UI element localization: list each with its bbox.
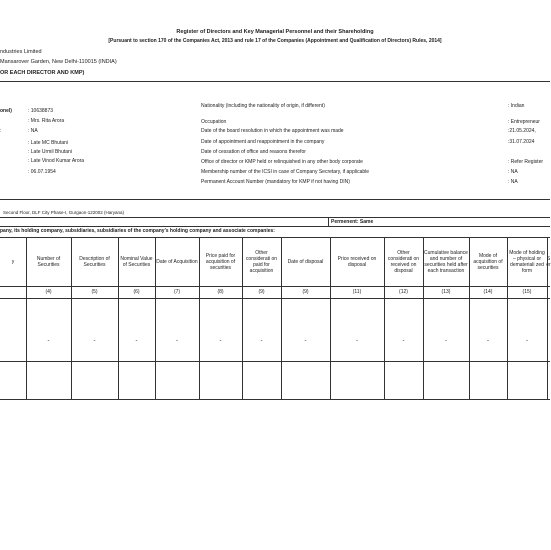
table-line-row-2-bottom: [0, 399, 550, 400]
table-line-number-bottom: [0, 298, 550, 299]
other-office-label: Office of director or KMP held or relinquished in any other body corporate: [201, 159, 363, 165]
occupation-label: Occupation: [201, 119, 227, 125]
table-header-label: Date of Acquisition: [156, 258, 198, 265]
table-header-label: Cumulative balance and number of securities held after each transaction: [424, 249, 468, 274]
cessation-label: Date of cessation of office and reasons therefor: [201, 149, 306, 155]
table-header-cell: [156, 237, 198, 286]
table-header-cell: [282, 237, 329, 286]
table-header-label: Number of Securities: [36, 255, 61, 268]
table-column-number: (15): [522, 289, 532, 295]
table-cell: -: [93, 338, 96, 344]
present-address: Second Floor, DLF City Phase-I, Gurgaon-122002 (Haryana): [3, 210, 125, 215]
section-divider: [0, 81, 550, 82]
table-cell: -: [402, 338, 405, 344]
icsi-value: : NA: [508, 169, 518, 175]
table-header-label: Other considerati on paid for acquisition: [245, 249, 278, 274]
table-header-cell: [119, 237, 154, 286]
table-column-number: (9): [258, 289, 265, 295]
table-cell: -: [445, 338, 447, 344]
table-header-cell: [508, 237, 546, 286]
table-line-header-bottom: [0, 286, 550, 287]
nationality-value: : Indian: [508, 103, 525, 109]
spouse-father-value: : Late Vinod Kumar Arora: [28, 158, 85, 164]
register-subtitle: [Pursuant to section 170 of the Companies Act, 2013 and rule 17 of the Companies (Appointment and Qualification of Directors) Rules, 2014]: [108, 38, 442, 44]
table-column-number: (4): [45, 289, 52, 295]
table-column-number: (11): [352, 289, 362, 295]
register-title: Register of Directors and Key Managerial Personnel and their Shareholding: [176, 29, 374, 35]
table-header-label: y: [11, 258, 15, 265]
din-value: : 10638873: [28, 108, 54, 114]
table-column-number: (7): [173, 289, 181, 295]
table-cell: -: [219, 338, 222, 344]
table-header-cell: [385, 237, 422, 286]
left-label-colon: :: [0, 128, 2, 134]
table-header-label: Description of Securities: [79, 255, 110, 268]
father-name-value: : Late MC Bhutani: [28, 140, 69, 146]
table-column-number: (8): [217, 289, 224, 295]
table-header-cell: [548, 237, 549, 286]
left-label-1: onel): [0, 108, 12, 114]
table-header-cell: [27, 237, 70, 286]
address-separator: [328, 217, 329, 226]
table-column-number: (5): [91, 289, 98, 295]
board-resolution-value: :21.05.2024,: [508, 128, 536, 134]
table-header-label: Price paid for acquisition of securities: [205, 252, 236, 271]
table-column-number: (9): [302, 289, 309, 295]
table-cell: -: [135, 338, 138, 344]
pan-value: : NA: [508, 179, 518, 185]
other-office-value: : Refer Register: [508, 159, 544, 165]
table-header-label: Nominal Value of Securities: [120, 255, 153, 268]
details-divider: [0, 199, 550, 200]
permanent-address: Permenent: Same: [331, 219, 374, 225]
occupation-value: : Entrepreneur: [508, 119, 540, 125]
table-column-number: (6): [133, 289, 140, 295]
table-column-number: (13): [441, 289, 451, 295]
pan-label: Permanent Account Number (mandatory for KMP if not having DIN): [201, 179, 350, 185]
mother-name-value: : Late Urmil Bhutani: [28, 149, 72, 155]
table-cell: -: [47, 338, 50, 344]
table-cell: -: [176, 338, 178, 344]
address-line-top: [0, 217, 550, 218]
table-header-cell: [331, 237, 383, 286]
table-cell: -: [356, 338, 358, 344]
table-header-label: Mode of holding – physical or demateriali zed form: [509, 249, 545, 274]
appointment-date-label: Date of appointment and reappointment in the company: [201, 139, 325, 145]
address-line-bottom: [0, 226, 550, 227]
table-header-cell: [72, 237, 117, 286]
table-column-number: (12): [399, 289, 408, 295]
appointment-date-value: :31.07.2024: [508, 139, 535, 145]
table-cell: -: [304, 338, 307, 344]
company-address: Mansarover Garden, New Delhi-110015 (INDIA): [0, 59, 117, 65]
table-cell: -: [260, 338, 263, 344]
table-header-label: Date of disposal: [287, 258, 324, 265]
nationality-label: Nationality (including the nationality of origin, if different): [201, 103, 325, 109]
icsi-label: Membership number of the ICSI in case of Company Secretary, if applicable: [201, 169, 370, 175]
spouse-name-value: : Mrs. Rita Arora: [28, 118, 65, 124]
dob-value: : 06.07.1954: [28, 169, 56, 175]
section-heading: OR EACH DIRECTOR AND KMP): [0, 70, 85, 76]
table-header-cell: [470, 237, 506, 286]
table-header-label: S er: [546, 255, 551, 268]
table-header-label: Mode of acquisition of securities: [473, 252, 503, 271]
shareholding-heading: pany, its holding company, subsidiaries, subsidiaries of the company's holding company and associate companies:: [0, 228, 275, 234]
board-resolution-label: Date of the board resolution in which the appointment was made: [201, 128, 344, 134]
table-column-number: (14): [483, 289, 493, 295]
table-header-cell: [200, 237, 241, 286]
table-cell: -: [526, 338, 528, 344]
table-header-label: Price received on disposal: [337, 255, 377, 268]
table-header-cell: [243, 237, 280, 286]
table-line-row-1-bottom: [0, 361, 550, 362]
table-header-label: Other considerati on received on disposal: [387, 249, 420, 274]
left-value-3: : NA: [28, 128, 38, 134]
table-header-cell: [1, 237, 25, 286]
company-name: ndustries Limited: [0, 49, 42, 55]
table-cell: -: [487, 338, 489, 344]
table-header-cell: [424, 237, 468, 286]
